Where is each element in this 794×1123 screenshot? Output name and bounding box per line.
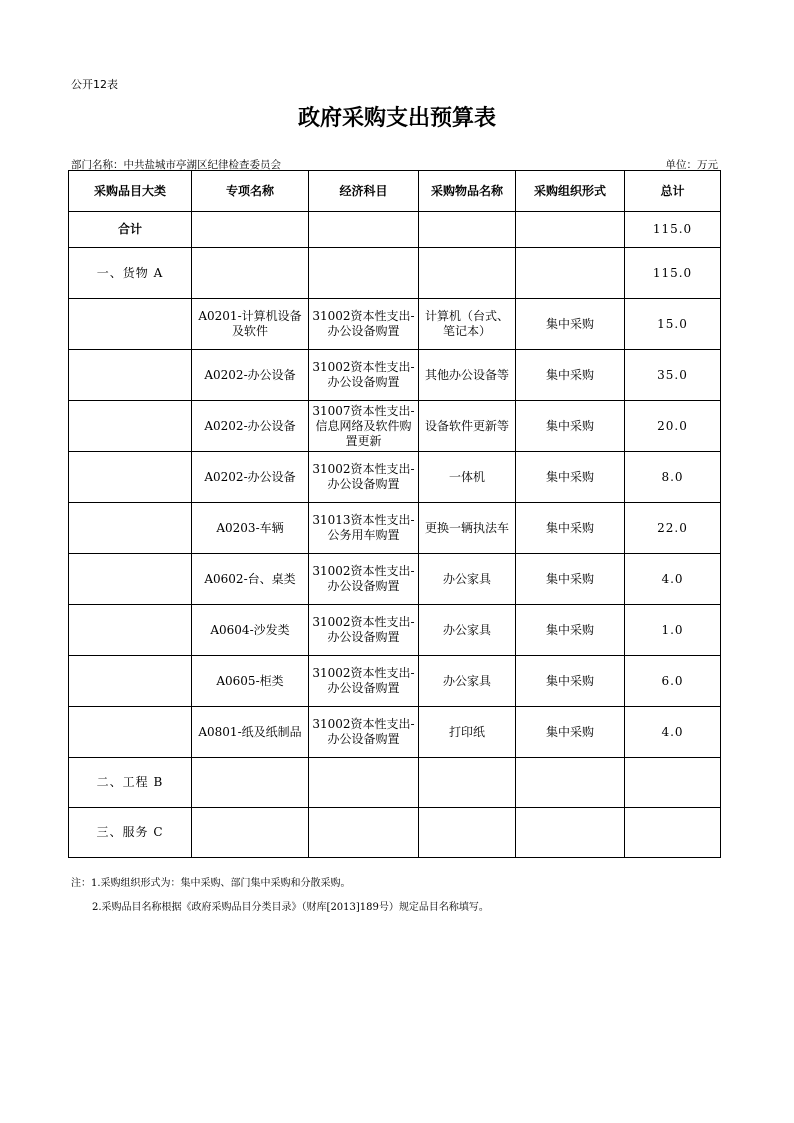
table-cell xyxy=(419,248,516,299)
total-value: 115.0 xyxy=(625,212,721,248)
goods-category-label: 一、货物 A xyxy=(69,248,192,299)
total-cell: 1.0 xyxy=(625,605,721,656)
table-row xyxy=(69,299,721,350)
table-cell xyxy=(516,758,625,808)
organization-form-cell: 集中采购 xyxy=(516,452,625,503)
economic-subject-cell: 31007资本性支出-信息网络及软件购置更新 xyxy=(309,401,419,452)
goods-name-cell: 办公家具 xyxy=(419,605,516,656)
header-category: 采购品目大类 xyxy=(69,171,192,212)
total-cell: 8.0 xyxy=(625,452,721,503)
category-cell xyxy=(69,554,192,605)
economic-subject-cell: 31013资本性支出-公务用车购置 xyxy=(309,503,419,554)
table-cell xyxy=(309,758,419,808)
header-economic-subject: 经济科目 xyxy=(309,171,419,212)
total-row xyxy=(69,212,721,248)
table-cell xyxy=(192,758,309,808)
header-row xyxy=(69,171,721,212)
economic-subject-cell: 31002资本性支出-办公设备购置 xyxy=(309,707,419,758)
category-cell xyxy=(69,605,192,656)
goods-name-cell: 计算机（台式、笔记本） xyxy=(419,299,516,350)
organization-form-cell: 集中采购 xyxy=(516,605,625,656)
table-cell xyxy=(419,758,516,808)
table-row xyxy=(69,707,721,758)
goods-category-row xyxy=(69,248,721,299)
table-row xyxy=(69,350,721,401)
goods-name-cell: 打印纸 xyxy=(419,707,516,758)
table-cell xyxy=(516,212,625,248)
goods-name-cell: 其他办公设备等 xyxy=(419,350,516,401)
goods-name-cell: 办公家具 xyxy=(419,554,516,605)
organization-form-cell: 集中采购 xyxy=(516,554,625,605)
header-organization-form: 采购组织形式 xyxy=(516,171,625,212)
economic-subject-cell: 31002资本性支出-办公设备购置 xyxy=(309,656,419,707)
category-row xyxy=(69,758,721,808)
special-name-cell: A0602-台、桌类 xyxy=(192,554,309,605)
goods-name-cell: 更换一辆执法车 xyxy=(419,503,516,554)
special-name-cell: A0201-计算机设备及软件 xyxy=(192,299,309,350)
category-cell xyxy=(69,299,192,350)
category-cell xyxy=(69,452,192,503)
header-special-name: 专项名称 xyxy=(192,171,309,212)
table-cell xyxy=(516,248,625,299)
table-cell xyxy=(192,212,309,248)
table-row xyxy=(69,452,721,503)
economic-subject-cell: 31002资本性支出-办公设备购置 xyxy=(309,350,419,401)
goods-category-value: 115.0 xyxy=(625,248,721,299)
table-cell xyxy=(192,808,309,858)
table-cell xyxy=(625,758,721,808)
header-goods-name: 采购物品名称 xyxy=(419,171,516,212)
economic-subject-cell: 31002资本性支出-办公设备购置 xyxy=(309,299,419,350)
page-title: 政府采购支出预算表 xyxy=(297,106,496,131)
total-label: 合计 xyxy=(69,212,192,248)
organization-form-cell: 集中采购 xyxy=(516,350,625,401)
table-cell xyxy=(309,248,419,299)
category-cell xyxy=(69,503,192,554)
total-cell: 6.0 xyxy=(625,656,721,707)
table-cell xyxy=(419,808,516,858)
special-name-cell: A0605-柜类 xyxy=(192,656,309,707)
footnote-2: 2.采购品目名称根据《政府采购品目分类目录》（财库[2013]189号）规定品目名称填写。 xyxy=(92,902,489,913)
special-name-cell: A0604-沙发类 xyxy=(192,605,309,656)
organization-form-cell: 集中采购 xyxy=(516,299,625,350)
special-name-cell: A0202-办公设备 xyxy=(192,452,309,503)
total-cell: 22.0 xyxy=(625,503,721,554)
organization-form-cell: 集中采购 xyxy=(516,656,625,707)
table-row xyxy=(69,656,721,707)
organization-form-cell: 集中采购 xyxy=(516,503,625,554)
table-cell xyxy=(309,212,419,248)
special-name-cell: A0203-车辆 xyxy=(192,503,309,554)
goods-name-cell: 办公家具 xyxy=(419,656,516,707)
procurement-budget-table xyxy=(68,170,721,858)
goods-name-cell: 设备软件更新等 xyxy=(419,401,516,452)
category-cell xyxy=(69,401,192,452)
table-row xyxy=(69,503,721,554)
table-cell xyxy=(419,212,516,248)
table-row xyxy=(69,605,721,656)
goods-name-cell: 一体机 xyxy=(419,452,516,503)
economic-subject-cell: 31002资本性支出-办公设备购置 xyxy=(309,605,419,656)
category-row xyxy=(69,808,721,858)
table-cell xyxy=(625,808,721,858)
header-total: 总计 xyxy=(625,171,721,212)
special-name-cell: A0202-办公设备 xyxy=(192,401,309,452)
unit-label: 单位：万元 xyxy=(665,159,718,171)
footnotes xyxy=(71,872,489,920)
total-cell: 15.0 xyxy=(625,299,721,350)
table-cell xyxy=(309,808,419,858)
organization-form-cell: 集中采购 xyxy=(516,707,625,758)
department-name: 部门名称：中共盐城市亭湖区纪律检查委员会 xyxy=(71,159,281,171)
footnote-1: 注：1.采购组织形式为：集中采购、部门集中采购和分散采购。 xyxy=(71,878,351,889)
category-cell xyxy=(69,656,192,707)
total-cell: 4.0 xyxy=(625,707,721,758)
table-row xyxy=(69,401,721,452)
category-cell xyxy=(69,350,192,401)
economic-subject-cell: 31002资本性支出-办公设备购置 xyxy=(309,554,419,605)
economic-subject-cell: 31002资本性支出-办公设备购置 xyxy=(309,452,419,503)
organization-form-cell: 集中采购 xyxy=(516,401,625,452)
category-label: 二、工程 B xyxy=(69,758,192,808)
category-label: 三、服务 C xyxy=(69,808,192,858)
table-row xyxy=(69,554,721,605)
table-cell xyxy=(192,248,309,299)
category-cell xyxy=(69,707,192,758)
form-number: 公开12表 xyxy=(71,78,118,91)
total-cell: 20.0 xyxy=(625,401,721,452)
table-cell xyxy=(516,808,625,858)
special-name-cell: A0202-办公设备 xyxy=(192,350,309,401)
total-cell: 35.0 xyxy=(625,350,721,401)
special-name-cell: A0801-纸及纸制品 xyxy=(192,707,309,758)
total-cell: 4.0 xyxy=(625,554,721,605)
